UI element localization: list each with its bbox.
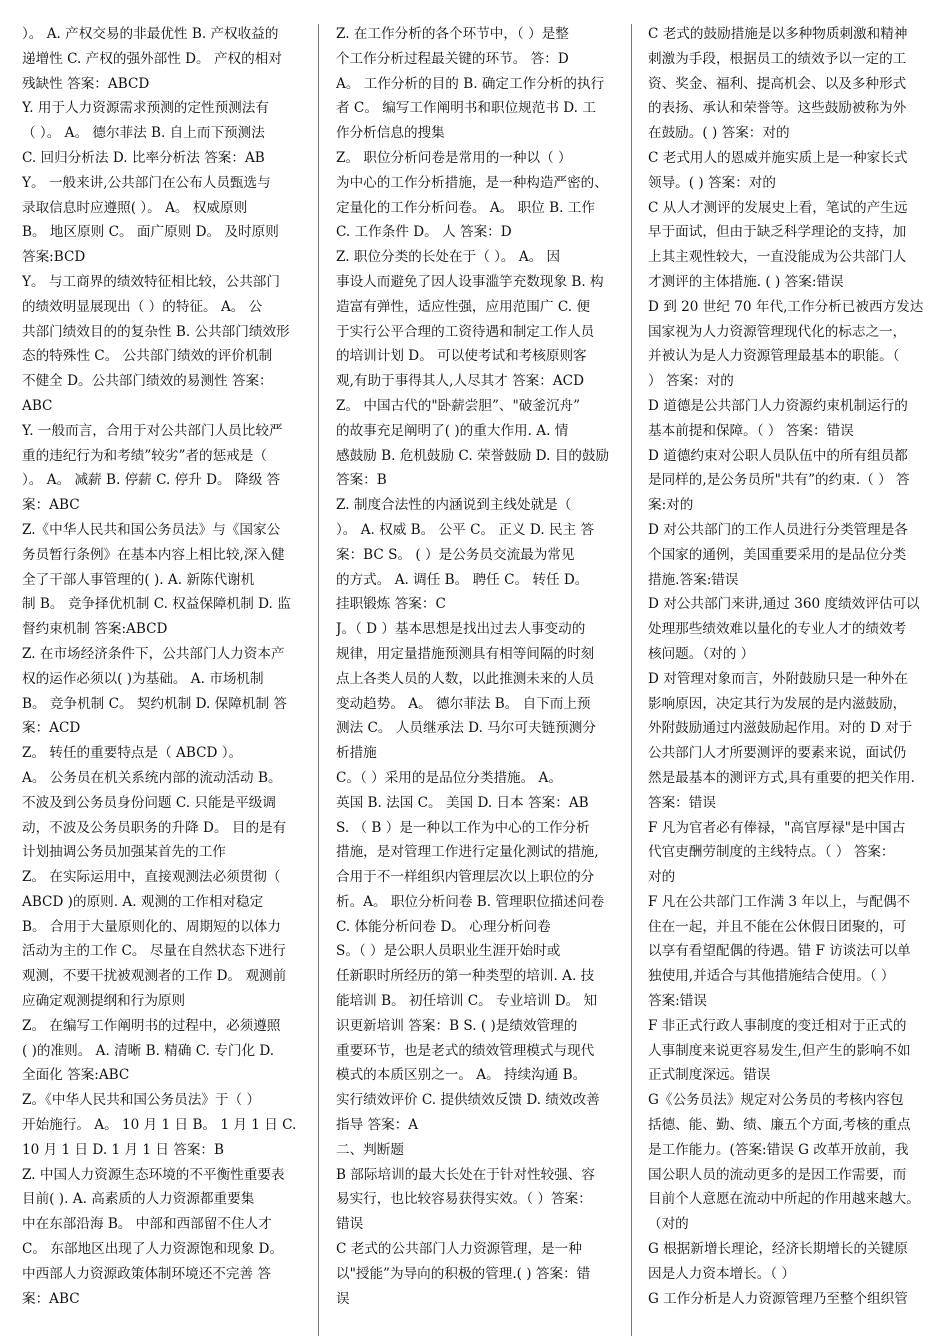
text-line: 重的违纪行为和考绩”较劣”者的惩戒是（ — [22, 447, 267, 464]
text-line: Z。《中华人民共和国公务员法》于（ ） — [22, 1092, 261, 1109]
text-line: ）。 A. 权威 B。 公平 C。 正义 D. 民主 答 — [336, 521, 595, 538]
text-line: F 凡在公共部门工作满 3 年以上，与配偶不 — [648, 893, 911, 910]
text-column-left — [22, 22, 304, 1337]
text-line: 领导。( ) 答案：对的 — [648, 174, 776, 191]
text-line: B。 地区原则 C。 面广原则 D。 及时原则 — [22, 224, 279, 241]
column-divider — [318, 24, 319, 1336]
text-line: 基本前提和保障。（ ） 答案：错误 — [648, 422, 854, 439]
text-line: 答案:BCD — [22, 249, 86, 266]
text-line: S。（ ）是公职人员职业生涯开始时或 — [336, 943, 561, 960]
text-line: 全了干部人事管理的( ). A. 新陈代谢机 — [22, 571, 255, 588]
text-line: 的表扬、承认和荣誉等。这些鼓励被称为外 — [648, 100, 907, 117]
text-line: 计划抽调公务员加强某首先的工作 — [22, 844, 226, 861]
text-line: ）。 A。 减薪 B. 停薪 C. 停升 D。 降级 答 — [22, 472, 281, 489]
text-line: 定量化的工作分析问卷。 A。 职位 B. 工作 — [336, 199, 595, 216]
text-line: 变动趋势。 A。 德尔菲法 B。 自下而上预 — [336, 695, 591, 712]
text-line: 10 月 1 日 D. 1 月 1 日 答案：B — [22, 1141, 225, 1158]
text-line: 人事制度来说更容易发生,但产生的影响不如 — [648, 1042, 911, 1059]
text-line: 易实行，也比较容易获得实效。（ ）答案： — [336, 1191, 592, 1208]
text-line: Y。 与工商界的绩效特征相比较，公共部门 — [22, 273, 280, 290]
text-line: 核问题。（对的 ） — [648, 645, 755, 662]
text-line: 规律，用定量措施预测具有相等间隔的时刻 — [336, 645, 595, 662]
text-line: C。（ ）采用的是品位分类措施。 A。 — [336, 769, 562, 786]
text-line: D 对管理对象而言，外附鼓励只是一种外在 — [648, 670, 908, 687]
text-line: A。 公务员在机关系统内部的流动活动 B。 — [22, 769, 282, 786]
text-line: S. （ B ）是一种以工作为中心的工作分析 — [336, 819, 590, 836]
text-line: 并被认为是人力资源管理最基本的职能。（ — [648, 348, 900, 365]
text-line: A。 工作分析的目的 B. 确定工作分析的执行 — [336, 75, 605, 92]
text-line: 者 C。 编写工作阐明书和职位规范书 D. 工 — [336, 100, 596, 117]
text-line: Z。 在实际运用中，直接观测法必须贯彻（ — [22, 869, 281, 886]
text-line: 递增性 C. 产权的强外部性 D。 产权的相对 — [22, 50, 282, 67]
text-line: 是同样的,是公务员所"共有”的约束.（ ） 答 — [648, 472, 910, 489]
text-line: 然是最基本的测评方式,具有重要的把关作用. — [648, 769, 915, 786]
text-line: 因是人力资本增长。（ ） — [648, 1265, 796, 1282]
text-line: Z. 在工作分析的各个环节中，（ ）是整 — [336, 26, 569, 42]
text-line: ABCD )的原则. A. 观测的工作相对稳定 — [22, 893, 264, 910]
text-line: C. 体能分析问卷 D。 心理分析问卷 — [336, 918, 551, 935]
text-line: 态的特殊性 C。 公共部门绩效的评价机制 — [22, 348, 273, 365]
text-line: D 对公共部门的工作人员进行分类管理是各 — [648, 521, 908, 538]
text-line: 案：ACD — [22, 720, 81, 737]
text-line: 国家视为人力资源管理现代化的标志之一， — [648, 323, 907, 340]
text-line: Z。 在编写工作阐明书的过程中，必须遵照 — [22, 1017, 281, 1034]
text-line: 观,有助于事得其人,人尽其才 答案：ACD — [336, 373, 584, 390]
text-line: 重要环节，也是老式的绩效管理模式与现代 — [336, 1042, 595, 1059]
text-line: F 凡为官者必有俸禄，"高官厚禄"是中国古 — [648, 819, 906, 836]
text-line: 措施.答案:错误 — [648, 571, 739, 588]
text-column-right — [648, 22, 930, 1337]
text-line: Z. 制度合法性的内涵说到主线处就是（ — [336, 497, 572, 514]
text-line: ( )的准则。 A. 清晰 B. 精确 C. 专门化 D. — [22, 1042, 275, 1059]
text-line: 案:对的 — [648, 497, 694, 514]
text-line: 案：BC S。 ( ）是公务员交流最为常见 — [336, 546, 575, 563]
text-line: Y。 一般来讲,公共部门在公布人员甄选与 — [22, 174, 271, 191]
text-line: 案：ABC — [22, 1290, 80, 1307]
text-line: 外附鼓励通过内滋鼓励起作用。对的 D 对于 — [648, 720, 913, 737]
text-line: Z. 中国人力资源生态环境的不平衡性重要表 — [22, 1166, 285, 1183]
text-line: 以享有看望配偶的待遇。错 F 访谈法可以单 — [648, 943, 911, 960]
text-column-middle — [336, 22, 618, 1337]
text-line: D 道德是公共部门人力资源约束机制运行的 — [648, 397, 908, 414]
text-line: 资、奖金、福利、提高机会、以及多种形式 — [648, 75, 907, 92]
text-line: C. 回归分析法 D. 比率分析法 答案：AB — [22, 149, 265, 166]
text-line: 答案：错误 — [648, 794, 716, 811]
text-line: 目前个人意愿在流动中所起的作用越来越大。 — [648, 1191, 920, 1208]
column-divider — [631, 24, 632, 1336]
text-line: 合用于不一样组织内管理层次以上职位的分 — [336, 869, 595, 886]
text-line: 督约束机制 答案:ABCD — [22, 621, 168, 638]
text-line: 点上各类人员的人数，以此推测未来的人员 — [336, 670, 595, 687]
text-line: 造富有弹性，适应性强，应用范围广 C. 便 — [336, 298, 590, 315]
text-line: 共部门绩效目的的复杂性 B. 公共部门绩效形 — [22, 323, 290, 340]
text-line: 二、判断题 — [336, 1141, 404, 1158]
text-line: 英国 B. 法国 C。 美国 D. 日本 答案：AB — [336, 794, 589, 811]
text-line: （对的 — [648, 1216, 689, 1233]
text-line: 事设人而避免了因人设事滥竽充数现象 B. 构 — [336, 273, 604, 290]
text-line: 刺激为手段，根据员工的绩效予以一定的工 — [648, 50, 907, 67]
text-line: G 根据新增长理论，经济长期增长的关键原 — [648, 1241, 908, 1258]
text-line: G《公务员法》规定对公务员的考核内容包 — [648, 1092, 904, 1109]
text-line: 的培训计划 D。 可以使考试和考核原则客 — [336, 348, 587, 365]
text-line: 中西部人力资源政策体制环境还不完善 答 — [22, 1265, 272, 1282]
text-line: 析措施 — [336, 745, 377, 762]
text-line: 残缺性 答案：ABCD — [22, 75, 150, 92]
text-line: 感鼓励 B. 危机鼓励 C. 荣誉鼓励 D. 目的鼓励 — [336, 447, 610, 464]
text-line: B。 合用于大量原则化的、周期短的以体力 — [22, 918, 281, 935]
text-line: 代官吏酬劳制度的主线特点。（ ） 答案： — [648, 844, 895, 861]
text-line: 应确定观测提纲和行为原则 — [22, 993, 186, 1010]
text-line: C 老式的公共部门人力资源管理，是一种 — [336, 1241, 582, 1258]
text-line: 的方式。 A. 调任 B。 聘任 C。 转任 D。 — [336, 571, 589, 588]
text-line: 动，不波及公务员职务的升降 D。 目的是有 — [22, 819, 287, 836]
text-line: 权的运作必须以( )为基础。 A. 市场机制 — [22, 670, 264, 687]
text-line: F 非正式行政人事制度的变迁相对于正式的 — [648, 1017, 907, 1034]
text-line: 中在东部沿海 B。 中部和西部留不住人才 — [22, 1216, 272, 1233]
text-line: Z.《中华人民共和国公务员法》与《国家公 — [22, 521, 281, 538]
text-line: 在鼓励。( ) 答案：对的 — [648, 125, 790, 142]
text-line: Y. 一般而言，合用于对公共部门人员比较严 — [22, 422, 283, 439]
text-line: 错误 — [336, 1216, 364, 1233]
text-line: C 老式的鼓励措施是以多种物质刺激和精神 — [648, 26, 908, 42]
text-line: 全面化 答案:ABC — [22, 1067, 130, 1084]
text-line: 括德、能、勤、绩、廉五个方面,考核的重点 — [648, 1117, 911, 1134]
text-line: 国公职人员的流动更多的是因工作需要，而 — [648, 1166, 907, 1183]
text-line: B。 竞争机制 C。 契约机制 D. 保障机制 答 — [22, 695, 287, 712]
text-line: B 部际培训的最大长处在于针对性较强、容 — [336, 1166, 595, 1183]
text-line: Z。 中国古代的"卧薪尝胆”、"破釜沉舟” — [336, 397, 581, 414]
text-line: 测法 C。 人员继承法 D. 马尔可夫链预测分 — [336, 720, 596, 737]
text-line: Z。 转任的重要特点是（ ABCD ）。 — [22, 745, 243, 762]
text-line: 早于面试，但由于缺乏科学理论的支持，加 — [648, 224, 907, 241]
text-line: 为中心的工作分析措施，是一种构造严密的、 — [336, 174, 608, 191]
text-line: 能培训 B。 初任培训 C。 专业培训 D。 知 — [336, 993, 598, 1010]
text-line: 于实行公平合理的工资待遇和制定工作人员 — [336, 323, 595, 340]
text-line: 任新职时所经历的第一种类型的培训. A. 技 — [336, 968, 595, 985]
text-line: 以"授能”为导向的积极的管理.( ) 答案：错 — [336, 1265, 591, 1282]
text-line: D 到 20 世纪 70 年代,工作分析已被西方发达 — [648, 298, 924, 315]
text-line: 答案：B — [336, 472, 387, 489]
text-line: ABC — [22, 397, 53, 414]
text-line: 录取信息时应遵照( ）。 A。 权威原则 — [22, 199, 248, 216]
text-line: 不健全 D。公共部门绩效的易测性 答案： — [22, 373, 273, 390]
text-line: 务员暂行条例》在基本内容上相比较,深入健 — [22, 546, 285, 563]
text-line: 活动为主的工作 C。 尽量在自然状态下进行 — [22, 943, 286, 960]
text-line: 不波及到公务员身份问题 C. 只能是平级调 — [22, 794, 276, 811]
text-line: 作分析信息的搜集 — [336, 125, 445, 142]
text-line: Y. 用于人力资源需求预测的定性预测法有 — [22, 100, 269, 117]
text-line: ） 答案：对的 — [648, 373, 734, 390]
text-line: G 工作分析是人力资源管理乃至整个组织管 — [648, 1290, 908, 1307]
text-line: C 从人才测评的发展史上看，笔试的产生远 — [648, 199, 908, 216]
text-line: 的绩效明显展现出（ ）的特征。 A。 公 — [22, 298, 263, 315]
text-line: 住在一起，并且不能在公休假日团聚的，可 — [648, 918, 907, 935]
text-line: 指导 答案：A — [336, 1117, 419, 1134]
text-line: 才测评的主体措施. ( ) 答案:错误 — [648, 273, 844, 290]
text-line: 独使用,并适合与其他措施结合使用。（ ） — [648, 968, 895, 985]
text-line: D 道德约束对公职人员队伍中的所有组员都 — [648, 447, 908, 464]
text-line: 处理那些绩效难以量化的专业人才的绩效考 — [648, 621, 907, 638]
text-line: 识更新培训 答案：B S. ( )是绩效管理的 — [336, 1017, 578, 1034]
text-line: Z. 在市场经济条件下，公共部门人力资本产 — [22, 645, 285, 662]
text-line: 观测，不要干扰被观测者的工作 D。 观测前 — [22, 968, 287, 985]
text-line: 措施，是对管理工作进行定量化测试的措施, — [336, 844, 599, 861]
text-line: C. 工作条件 D。 人 答案：D — [336, 224, 512, 241]
text-line: 析。A。 职位分析问卷 B. 管理职位描述问卷 — [336, 893, 605, 910]
text-line: D 对公共部门来讲,通过 360 度绩效评估可以 — [648, 596, 920, 613]
text-line: ）。 A. 产权交易的非最优性 B. 产权收益的 — [22, 26, 279, 42]
text-line: 个工作分析过程最关键的环节。 答：D — [336, 50, 569, 67]
text-line: 的故事充足阐明了( )的重大作用. A. 情 — [336, 422, 569, 439]
text-line: 开始施行。 A。 10 月 1 日 B。 1 月 1 日 C. — [22, 1117, 297, 1134]
text-line: 公共部门人才所要测评的要素来说，面试仍 — [648, 745, 907, 762]
text-line: Z。 职位分析问卷是常用的一种以（ ） — [336, 149, 572, 166]
text-line: Z. 职位分类的长处在于（ ）。 A。 因 — [336, 249, 561, 266]
text-line: 正式制度深远。错误 — [648, 1067, 771, 1084]
text-line: 案：ABC — [22, 497, 80, 514]
text-line: C 老式用人的恩威并施实质上是一种家长式 — [648, 149, 908, 166]
text-line: 个国家的通例，美国重要采用的是品位分类 — [648, 546, 907, 563]
text-line: 误 — [336, 1290, 350, 1307]
text-line: 影响原因，决定其行为发展的是内滋鼓励， — [648, 695, 907, 712]
text-line: 上其主观性较大，一直没能成为公共部门人 — [648, 249, 907, 266]
text-line: J。（ D ）基本思想是找出过去人事变动的 — [336, 621, 586, 638]
text-line: 实行绩效评价 C. 提供绩效反馈 D. 绩效改善 — [336, 1092, 600, 1109]
text-line: 是工作能力。(答案:错误 G 改革开放前，我 — [648, 1141, 909, 1158]
text-line: 目前( ). A. 高素质的人力资源都重要集 — [22, 1191, 255, 1208]
text-line: 答案:错误 — [648, 993, 707, 1010]
text-line: 挂职锻炼 答案：C — [336, 596, 446, 613]
text-line: （ ）。 A。 德尔菲法 B. 自上而下预测法 — [22, 125, 265, 142]
text-line: 对的 — [648, 869, 676, 886]
text-line: 模式的本质区别之一。 A。 持续沟通 B。 — [336, 1067, 587, 1084]
text-line: C。 东部地区出现了人力资源饱和现象 D。 — [22, 1241, 284, 1258]
text-line: 制 B。 竞争择优机制 C. 权益保障机制 D. 监 — [22, 596, 291, 613]
